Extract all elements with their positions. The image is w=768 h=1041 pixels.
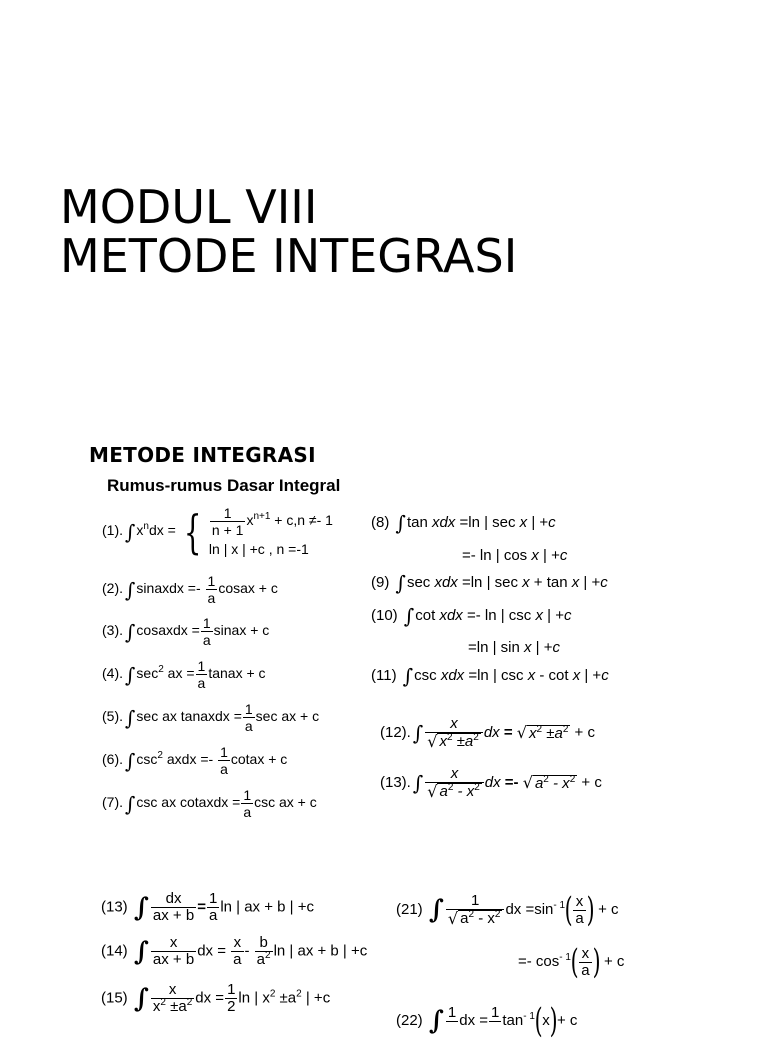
formula-15: (15) ∫ $\frac{x}{x^2 \pm a^2}$ dx = $\frac{1}{2}$ ln | $x^2 \pm a^2$ | +c: [101, 981, 331, 1015]
formula-10: (10) ∫cot xdx =- ln | csc x | +c: [371, 604, 572, 629]
title-line-1: MODUL VIII: [60, 180, 318, 234]
subheading: Rumus-rumus Dasar Integral: [107, 476, 341, 495]
formula-22: (22) ∫ 1 dx = 1 $\tan^{- 1}(x)+ c$: [396, 1001, 578, 1041]
formula-8: (8) ∫tan xdx =ln | sec x | +c: [371, 511, 556, 536]
formula-5: (5). ∫sec ax tanaxdx = $\frac{1}{a}$ sec ax + c: [102, 701, 320, 734]
formula-12: (12). ∫ $\frac{x}{√ x^2 \pm a^2}$ dx = √ $x^2 \pm a^2 + c$: [380, 715, 595, 751]
section-heading: METODE INTEGRASI: [89, 443, 316, 467]
formula-6: (6). $\int\csc^2$ axdx =- $\frac{1}{a}$ cotax + c: [102, 744, 288, 777]
formula-21-line-2: =- $\cos^{- 1}$( $\frac{x}{a}$ ) + c: [518, 942, 625, 982]
formula-8-line-2: =- ln | cos x | +c: [462, 547, 568, 564]
formula-1: (1). $\int x^ndx$ = { $\frac{1}{n + 1}$ $x^{n+1} + c,n \ne- 1$ ln | x | +c , n =-1: [102, 504, 333, 559]
formula-11: (11) ∫csc xdx =ln | csc x - cot x | +c: [371, 664, 609, 689]
formula-13a: (13). ∫ $\frac{x}{√ a^2 - x^2}$ dx =- √ $a^2 - x^2 + c$: [380, 765, 602, 801]
formula-13b: (13) ∫ $\frac{dx}{ax + b}$ = $\frac{1}{a}$ ln | ax + b | +c: [101, 890, 314, 924]
formula-14: (14) ∫ $\frac{x}{ax + b}$ dx = $\frac{x}{a}$ - $\frac{b}{a^2}$ ln | ax + b | +c: [101, 934, 368, 968]
formula-21: (21) ∫ $\frac{1}{√ a^2 - x^2}$ dx $=\sin^{- 1}$( $\frac{x}{a}$ ) + c: [396, 890, 619, 930]
formula-10-line-2: =ln | sin x | +c: [468, 639, 561, 656]
formula-4: (4). $\int\sec^2$ ax = $\frac{1}{a}$ tanax + c: [102, 658, 266, 691]
title-line-2: METODE INTEGRASI: [60, 229, 518, 283]
formula-2: (2). ∫sinaxdx =- $\frac{1}{a}$ cosax + c: [102, 573, 278, 606]
formula-9: (9) ∫sec xdx =ln | sec x + tan x | +c: [371, 571, 608, 596]
page-title: [60, 180, 518, 283]
formula-7: (7). ∫csc ax cotaxdx = $\frac{1}{a}$ csc ax + c: [102, 787, 317, 820]
formula-3: (3). ∫cosaxdx = $\frac{1}{a}$ sinax + c: [102, 615, 270, 648]
